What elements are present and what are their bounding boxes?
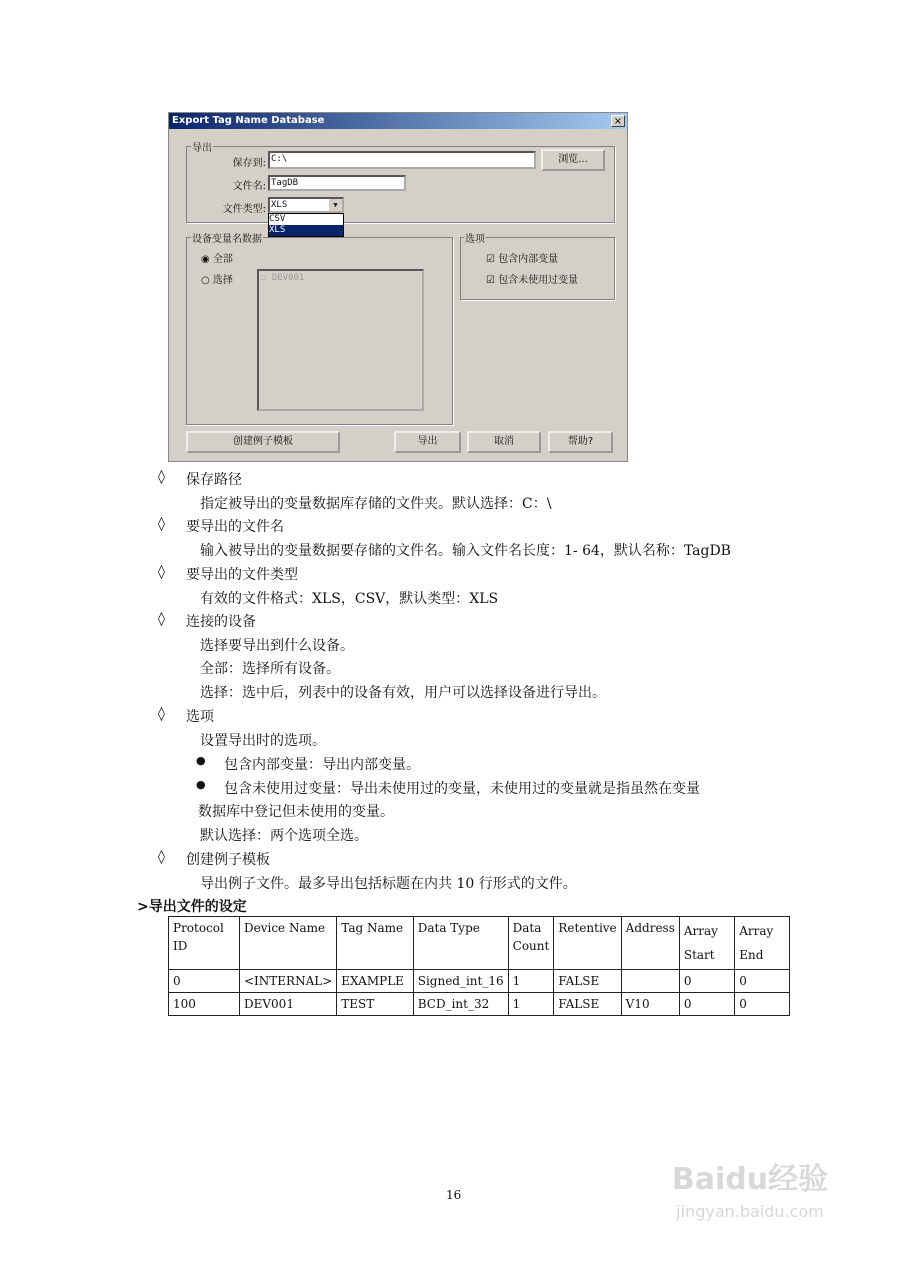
cell: FALSE: [554, 993, 621, 1016]
dot-bullet-icon: ●: [196, 778, 206, 791]
cell: V10: [621, 993, 679, 1016]
option-unused-label: 包含未使用过变量: [498, 275, 579, 286]
export-dialog: [168, 112, 628, 462]
filetype-select[interactable]: [268, 197, 344, 213]
desc: 输入被导出的变量数据要存储的文件名。输入文件名长度：1- 64，默认名称：TagDB: [200, 543, 731, 559]
close-button[interactable]: ×: [611, 115, 625, 127]
cell: 0: [735, 993, 790, 1016]
cell: 0: [169, 970, 240, 993]
export-button[interactable]: 导出: [394, 431, 461, 453]
cell: Signed_int_16: [413, 970, 508, 993]
cell: 1: [508, 970, 554, 993]
header-cell: Data Type: [413, 917, 508, 970]
section-heading: >导出文件的设定: [137, 899, 247, 915]
item-filetype: 要导出的文件类型: [186, 567, 298, 583]
desc: 包含未使用过变量：导出未使用过的变量，未使用过的变量就是指虽然在变量: [224, 781, 700, 797]
header-cell: Device Name: [240, 917, 337, 970]
filetype-label: 文件类型:: [222, 204, 266, 215]
header-cell: Retentive: [554, 917, 621, 970]
item-save-path: 保存路径: [186, 472, 242, 488]
option-csv[interactable]: CSV: [269, 214, 286, 224]
desc: 包含内部变量：导出内部变量。: [224, 757, 420, 773]
item-template: 创建例子模板: [186, 852, 270, 868]
cell: 0: [679, 970, 734, 993]
desc: 选择要导出到什么设备。: [200, 638, 354, 654]
table-row: [169, 970, 790, 993]
device-list[interactable]: [257, 269, 424, 411]
desc: 设置导出时的选项。: [200, 733, 326, 749]
cell: FALSE: [554, 970, 621, 993]
radio-all-label: 全部: [212, 254, 233, 265]
header-cell: Array End: [735, 917, 790, 970]
header-cell: Array Start: [679, 917, 734, 970]
cell: <INTERNAL>: [240, 970, 337, 993]
export-group-label: 导出: [191, 139, 213, 154]
create-template-button[interactable]: 创建例子模板: [186, 431, 340, 453]
checkbox-checked-icon: ☑: [486, 254, 495, 265]
cell: 100: [169, 993, 240, 1016]
desc: 有效的文件格式：XLS，CSV，默认类型：XLS: [200, 591, 499, 607]
radio-checked-icon: ◉: [201, 254, 210, 265]
dot-bullet-icon: ●: [196, 754, 206, 767]
radio-icon: ○: [201, 275, 210, 286]
browse-button[interactable]: 浏览...: [541, 149, 605, 171]
save-to-input[interactable]: C:\: [268, 151, 536, 169]
option-unused[interactable]: [486, 271, 578, 286]
page-number: 16: [446, 1188, 462, 1202]
option-xls[interactable]: XLS: [269, 225, 343, 236]
header-cell: Data Count: [508, 917, 554, 970]
filetype-dropdown: [268, 213, 344, 237]
desc: 默认选择：两个选项全选。: [200, 828, 368, 844]
diamond-bullet-icon: ◊: [158, 849, 165, 865]
checkbox-checked-icon: ☑: [486, 275, 495, 286]
option-internal-label: 包含内部变量: [498, 254, 559, 265]
diamond-bullet-icon: ◊: [158, 469, 165, 485]
radio-select[interactable]: [201, 271, 233, 286]
cancel-button[interactable]: 取消: [467, 431, 541, 453]
option-internal[interactable]: [486, 250, 558, 265]
header-cell: Protocol ID: [169, 917, 240, 970]
item-filename: 要导出的文件名: [186, 519, 284, 535]
diamond-bullet-icon: ◊: [158, 516, 165, 532]
cell: EXAMPLE: [337, 970, 413, 993]
options-group-label: 选项: [464, 230, 486, 245]
item-device: 连接的设备: [186, 614, 256, 630]
desc: 指定被导出的变量数据库存储的文件夹。默认选择：C：\: [200, 496, 552, 512]
diamond-bullet-icon: ◊: [158, 706, 165, 722]
radio-all[interactable]: [201, 250, 233, 265]
chevron-down-icon[interactable]: ▼: [329, 199, 342, 211]
options-group: [460, 237, 615, 300]
radio-select-label: 选择: [212, 275, 233, 286]
cell: 0: [679, 993, 734, 1016]
desc: 选择：选中后，列表中的设备有效，用户可以选择设备进行导出。: [200, 685, 606, 701]
filetype-value: XLS: [271, 200, 288, 210]
filename-input[interactable]: TagDB: [268, 175, 406, 191]
cell: DEV001: [240, 993, 337, 1016]
dialog-title: Export Tag Name Database: [169, 113, 627, 129]
table-row: [169, 993, 790, 1016]
cell: TEST: [337, 993, 413, 1016]
diamond-bullet-icon: ◊: [158, 564, 165, 580]
baidu-watermark: Baidu经验 jingyan.baidu.com: [671, 1162, 829, 1221]
cell: 0: [735, 970, 790, 993]
cell: [621, 970, 679, 993]
desc: 数据库中登记但未使用的变量。: [198, 804, 394, 820]
device-item: DEV001: [271, 273, 305, 283]
filename-label: 文件名:: [232, 181, 266, 192]
header-cell: Tag Name: [337, 917, 413, 970]
checkbox-icon[interactable]: ☐: [261, 273, 267, 283]
item-options: 选项: [186, 709, 214, 725]
cell: BCD_int_32: [413, 993, 508, 1016]
help-button[interactable]: 帮助?: [548, 431, 613, 453]
desc: 全部：选择所有设备。: [200, 661, 340, 677]
device-group-label: 设备变量名数据: [191, 230, 263, 245]
export-format-table: [168, 916, 790, 1016]
desc: 导出例子文件。最多导出包括标题在内共 10 行形式的文件。: [200, 876, 577, 892]
diamond-bullet-icon: ◊: [158, 611, 165, 627]
cell: 1: [508, 993, 554, 1016]
header-cell: Address: [621, 917, 679, 970]
table-header-row: [169, 917, 790, 970]
save-to-label: 保存到:: [232, 158, 266, 169]
